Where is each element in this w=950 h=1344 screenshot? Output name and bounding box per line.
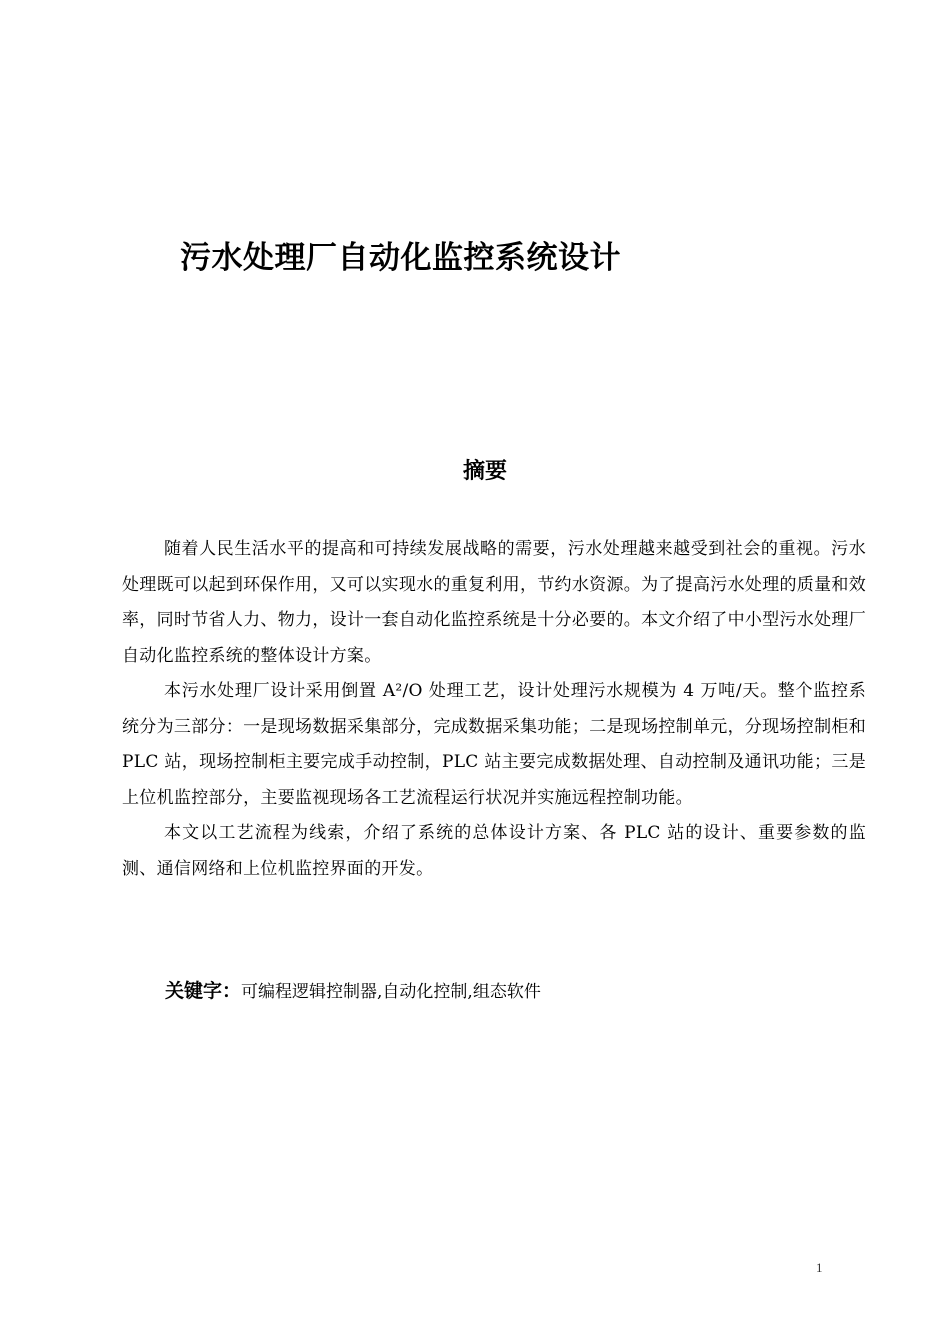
abstract-paragraph: 随着人民生活水平的提高和可持续发展战略的需要，污水处理越来越受到社会的重视。污水处理既可以起到环保作用，又可以实现水的重复利用，节约水资源。为了提高污水处理的质量和效率，同时节省人力、物力，设计一套自动化监控系统是十分必要的。本文介绍了中小型污水处理厂自动化监控系统的整体设计方案。 xyxy=(122,539,866,666)
document-title: 污水处理厂自动化监控系统设计 xyxy=(180,240,621,276)
keywords-text: 可编程逻辑控制器,自动化控制,组态软件 xyxy=(241,982,541,1002)
abstract-body xyxy=(122,532,866,887)
keywords-label: 关键字： xyxy=(165,980,242,1002)
abstract-paragraph: 本污水处理厂设计采用倒置 A²/O 处理工艺，设计处理污水规模为 4 万吨/天。整个监控系统分为三部分：一是现场数据采集部分，完成数据采集功能；二是现场控制单元，分现场控制柜和 PLC 站，现场控制柜主要完成手动控制，PLC 站主要完成数据处理、自动控制及通讯功能；三是上位机监控部分，主要监视现场各工艺流程运行状况并实施远程控制功能。 xyxy=(122,681,866,808)
abstract-heading: 摘要 xyxy=(462,459,507,484)
abstract-paragraph: 本文以工艺流程为线索，介绍了系统的总体设计方案、各 PLC 站的设计、重要参数的监测、通信网络和上位机监控界面的开发。 xyxy=(122,823,866,879)
page-number: 1 xyxy=(816,1260,823,1275)
keywords-line xyxy=(165,975,541,1008)
